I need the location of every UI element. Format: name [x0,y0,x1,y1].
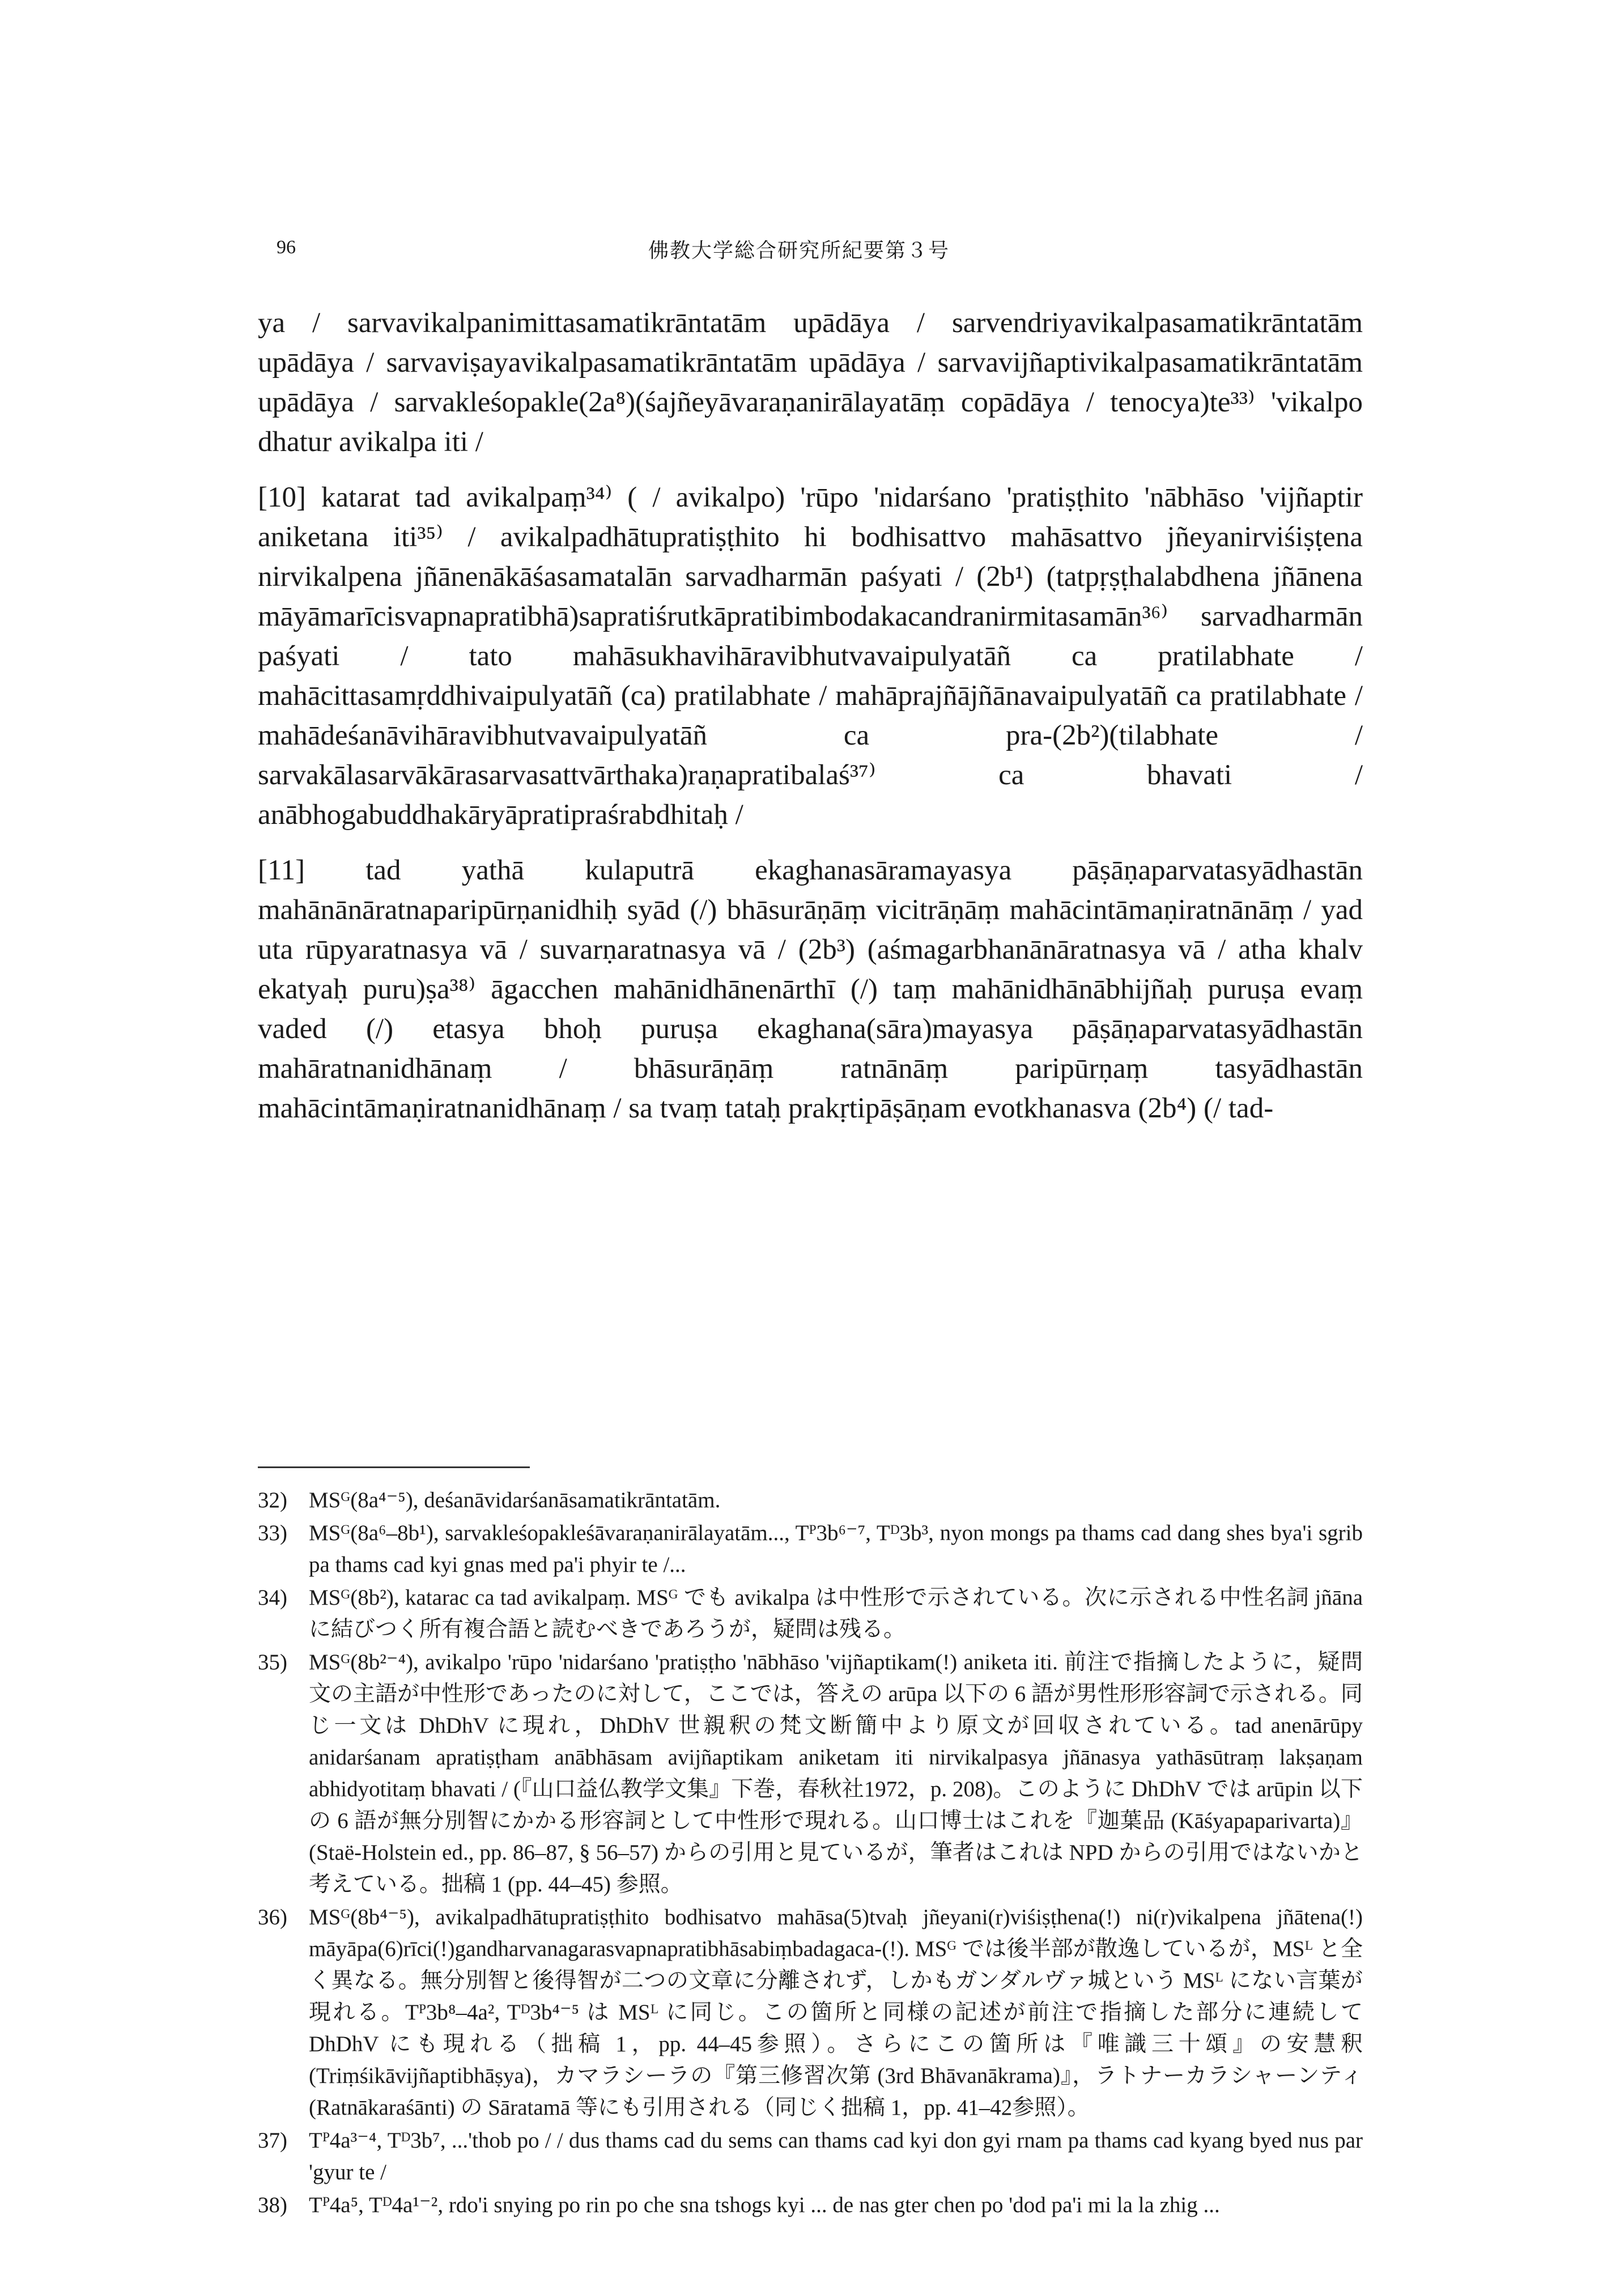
footnotes [258,1485,1363,2222]
footnote-37 [258,2125,1363,2188]
footnote-number: 35) [258,1650,287,1674]
footnote-number: 37) [258,2128,287,2153]
footnote-36 [258,1902,1363,2124]
footnote-number: 34) [258,1585,287,1610]
footnote-38 [258,2189,1363,2221]
running-title: 佛教大学総合研究所紀要第３号 [648,239,950,262]
footnote-text: MSᴳ(8a⁶–8b¹), sarvakleśopakleśāvaraṇanirālayatām..., Tᴾ3b⁶⁻⁷, Tᴰ3b³, nyon mongs pa thams cad dang shes bya'i sgrib pa thams cad kyi gnas med pa'i phyir te /... [309,1521,1363,1577]
footnote-text: Tᴾ4a³⁻⁴, Tᴰ3b⁷, ...'thob po / / dus thams cad du sems can thams cad kyi don gyi rnam pa thams cad kyang byed nus par 'gyur te / [309,2128,1363,2184]
paragraph-11: [11] tad yathā kulaputrā ekaghanasāramayasya pāṣāṇaparvatasyādhastān mahānānāratnaparipūrṇanidhiḥ syād (/) bhāsurāṇāṃ vicitrāṇāṃ mahācintāmaṇiratnānāṃ / yad uta rūpyaratnasya vā / suvarṇaratnasya vā / (2b³) (aśmagarbhanānāratnasya vā / atha khalv ekatyaḥ puru)ṣa³⁸⁾ āgacchen mahānidhānenārthī (/) taṃ mahānidhānābhijñaḥ puruṣa evaṃ vaded (/) etasya bhoḥ puruṣa ekaghana(sāra)mayasya pāṣāṇaparvatasyādhastān mahāratnanidhānaṃ / bhāsurāṇāṃ ratnānāṃ paripūrṇaṃ tasyādhastān mahācintāmaṇiratnanidhānaṃ / sa tvaṃ tataḥ prakṛtipāṣāṇam evotkhanasva (2b⁴) (/ tad- [258,854,1363,1124]
paragraph-10: [10] katarat tad avikalpaṃ³⁴⁾ ( / avikalpo) 'rūpo 'nidarśano 'pratiṣṭhito 'nābhāso 'vijñaptir aniketana iti³⁵⁾ / avikalpadhātupratiṣṭhito hi bodhisattvo mahāsattvo jñeyanirviśiṣṭena nirvikalpena jñānenākāśasamatalān sarvadharmān paśyati / (2b¹) (tatpṛṣṭhalabdhena jñānena māyāmarīcisvapnapratibhā)sapratiśrutkāpratibimbodakacandranirmitasamān³⁶⁾ sarvadharmān paśyati / tato mahāsukhavihāravibhutvavaipulyatāñ ca pratilabhate / mahācittasamṛddhivaipulyatāñ (ca) pratilabhate / mahāprajñājñānavaipulyatāñ ca pratilabhate / mahādeśanāvihāravibhutvavaipulyatāñ ca pra-(2b²)(tilabhate / sarvakālasarvākārasarvasattvārthaka)raṇapratibalaś³⁷⁾ ca bhavati / anābhogabuddhakāryāpratipraśrabdhitaḥ / [258,482,1363,831]
footnote-text: MSᴳ(8b⁴⁻⁵), avikalpadhātupratiṣṭhito bodhisatvo mahāsa(5)tvaḥ jñeyani(r)viśiṣṭhena(!) ni(r)vikalpena jñātena(!) māyāpa(6)rīci(!)gandharvanagarasvapnapratibhāsabiṃbadagaca-(!). MSᴳ では後半部が散逸しているが，MSᴸ と全く異なる。無分別智と後得智が二つの文章に分離されず，しかもガンダルヴァ城という MSᴸ にない言葉が現れる。Tᴾ3b⁸–4a², Tᴰ3b⁴⁻⁵ は MSᴸ に同じ。この箇所と同様の記述が前注で指摘した部分に連続して DhDhV にも現れる（拙稿 1，pp. 44–45参照）。さらにこの箇所は『唯識三十頌』の安慧釈 (Triṃśikāvijñaptibhāṣya)，カマラシーラの『第三修習次第 (3rd Bhāvanākrama)』，ラトナーカラシャーンティ (Ratnākaraśānti) の Sāratamā 等にも引用される（同じく拙稿 1，pp. 41–42参照）。 [309,1905,1363,2120]
footnote-number: 33) [258,1521,287,1545]
footnote-32 [258,1485,1363,1516]
footnote-text: MSᴳ(8b²⁻⁴), avikalpo 'rūpo 'nidarśano 'pratiṣṭho 'nābhāso 'vijñaptikam(!) aniketa iti. 前注で指摘したように，疑問文の主語が中性形であったのに対して，ここでは，答えの arūpa 以下の 6 語が男性形形容詞で示される。同じ一文は DhDhV に現れ，DhDhV 世親釈の梵文断簡中より原文が回収されている。tad anenārūpy anidarśanam apratiṣṭham anābhāsam avijñaptikam aniketam iti nirvikalpasya jñānasya yathāsūtraṃ lakṣaṇam abhidyotitaṃ bhavati / (『山口益仏教学文集』下巻，春秋社1972，p. 208)。このように DhDhV では arūpin 以下の 6 語が無分別智にかかる形容詞として中性形で現れる。山口博士はこれを『迦葉品 (Kāśyapaparivarta)』(Staë-Holstein ed., pp. 86–87, § 56–57) からの引用と見ているが，筆者はこれは NPD からの引用ではないかと考えている。拙稿 1 (pp. 44–45) 参照。 [309,1650,1363,1897]
footnote-divider [258,1466,530,1468]
footnote-text: Tᴾ4a⁵, Tᴰ4a¹⁻², rdo'i snying po rin po che sna tshogs kyi ... de nas gter chen po 'dod pa'i mi la la zhig ... [309,2193,1220,2217]
footnote-number: 38) [258,2193,287,2217]
footnote-33 [258,1517,1363,1581]
page-number: 96 [277,237,296,258]
footnote-35 [258,1647,1363,1900]
footnote-34 [258,1582,1363,1646]
footnote-number: 32) [258,1488,287,1512]
main-text [258,303,1363,1144]
paragraph-9-continuation: ya / sarvavikalpanimittasamatikrāntatām upādāya / sarvendriyavikalpasamatikrāntatām upādāya / sarvaviṣayavikalpasamatikrāntatām upādāya / sarvavijñaptivikalpasamatikrāntatām upādāya / sarvakleśopakle(2a⁸)(śajñeyāvaraṇanirālayatāṃ copādāya / tenocya)te³³⁾ 'vikalpo dhatur avikalpa iti / [258,307,1363,458]
footnote-number: 36) [258,1905,287,1929]
footnote-text: MSᴳ(8a⁴⁻⁵), deśanāvidarśanāsamatikrāntatām. [309,1488,721,1512]
footnote-text: MSᴳ(8b²), katarac ca tad avikalpaṃ. MSᴳ でも avikalpa は中性形で示されている。次に示される中性名詞 jñāna に結びつく所有複合語と読むべきであろうが，疑問は残る。 [309,1585,1363,1642]
